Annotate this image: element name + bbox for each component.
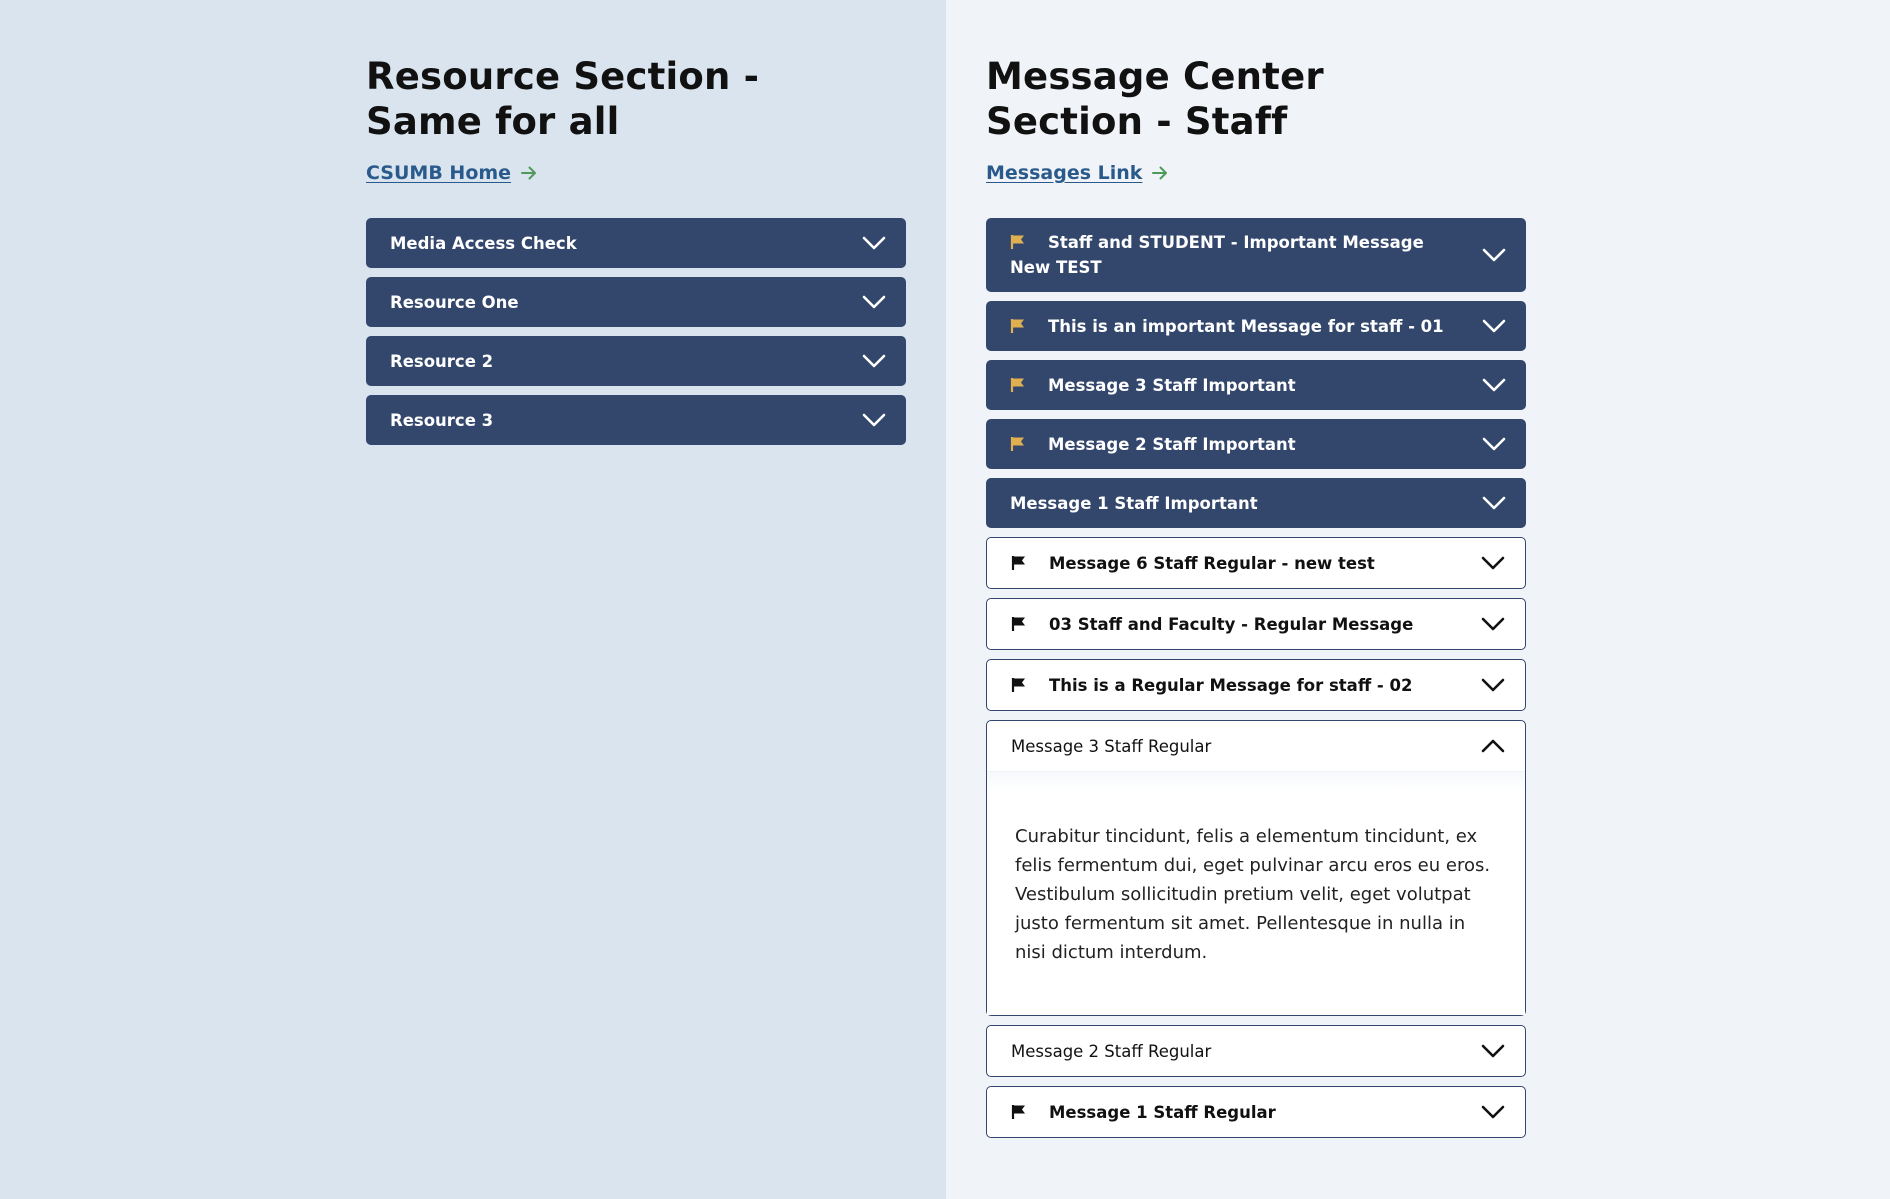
flag-icon [1011, 1104, 1027, 1120]
message-accordion-item[interactable] [986, 419, 1526, 469]
csumb-home-link[interactable] [366, 162, 537, 184]
accordion-label-text: This is a Regular Message for staff - 02 [1049, 675, 1413, 695]
accordion-label: Resource 3 [390, 410, 494, 430]
accordion-label-text: 03 Staff and Faculty - Regular Message [1049, 614, 1414, 634]
accordion-label-text: Message 2 Staff Important [1048, 434, 1296, 454]
resource-accordion-resource-one[interactable] [366, 277, 906, 327]
accordion-label [1011, 673, 1503, 698]
resource-section [366, 0, 906, 445]
accordion-label-text: This is an important Message for staff - 01 [1048, 316, 1444, 336]
flag-icon [1010, 377, 1026, 393]
accordion-label-text: Message 3 Staff Important [1048, 375, 1296, 395]
flag-icon [1011, 616, 1027, 632]
accordion-header[interactable] [986, 218, 1526, 292]
message-accordion-item[interactable] [986, 1086, 1526, 1138]
flag-icon [1010, 436, 1026, 452]
accordion-label: Resource One [390, 292, 519, 312]
message-accordion-item[interactable] [986, 218, 1526, 292]
chevron-down-icon [1482, 248, 1506, 262]
message-section-title [986, 54, 1526, 144]
chevron-down-icon [862, 354, 886, 368]
accordion-label [1011, 551, 1503, 576]
accordion-label [1010, 373, 1504, 398]
message-accordion-item[interactable] [986, 598, 1526, 650]
accordion-label [1010, 230, 1504, 280]
chevron-down-icon [1482, 378, 1506, 392]
resource-accordion-list [366, 218, 906, 445]
chevron-down-icon [862, 295, 886, 309]
resource-title-line1: Resource Section - [366, 55, 760, 98]
chevron-down-icon [1481, 556, 1505, 570]
accordion-header[interactable] [366, 336, 906, 386]
accordion-header[interactable] [986, 301, 1526, 351]
resource-title-line2: Same for all [366, 100, 620, 143]
accordion-label [1010, 314, 1504, 339]
resource-accordion-media-access-check[interactable] [366, 218, 906, 268]
accordion-header[interactable] [366, 395, 906, 445]
accordion-label: Message 1 Staff Important [1010, 493, 1258, 513]
accordion-header[interactable] [366, 277, 906, 327]
message-title-line1: Message Center [986, 55, 1324, 98]
accordion-label-text: Message 6 Staff Regular - new test [1049, 553, 1375, 573]
messages-link[interactable] [986, 162, 1168, 184]
chevron-down-icon [1482, 319, 1506, 333]
accordion-header[interactable] [987, 660, 1525, 710]
chevron-down-icon [1481, 1044, 1505, 1058]
accordion-label: Message 2 Staff Regular [1011, 1041, 1212, 1061]
flag-icon [1011, 555, 1027, 571]
message-accordion-item[interactable] [986, 478, 1526, 528]
flag-icon [1010, 234, 1026, 250]
accordion-header[interactable] [366, 218, 906, 268]
arrow-right-icon [1152, 166, 1168, 180]
resource-accordion-resource-3[interactable] [366, 395, 906, 445]
accordion-label-text: Message 1 Staff Regular [1049, 1102, 1276, 1122]
accordion-header[interactable] [986, 360, 1526, 410]
accordion-header[interactable] [987, 1087, 1525, 1137]
resource-section-title [366, 54, 906, 144]
chevron-down-icon [1482, 496, 1506, 510]
message-accordion-item-expanded[interactable] [986, 720, 1526, 1016]
accordion-label: Message 3 Staff Regular [1011, 736, 1212, 756]
accordion-label [1010, 432, 1504, 457]
message-accordion-item[interactable] [986, 659, 1526, 711]
messages-link-label: Messages Link [986, 162, 1143, 184]
message-accordion-list [986, 218, 1526, 1138]
accordion-label [1011, 612, 1503, 637]
accordion-label-text: Staff and STUDENT - Important Message New TEST [1010, 233, 1424, 277]
accordion-label: Resource 2 [390, 351, 494, 371]
accordion-label: Media Access Check [390, 233, 577, 253]
accordion-body: Curabitur tincidunt, felis a elementum tincidunt, ex felis fermentum dui, eget pulvinar arcu eros eu eros. Vestibulum sollicitudin pretium velit, eget volutpat justo fermentum sit amet. Pellentesque in nulla in nisi dictum interdum. [987, 771, 1525, 1015]
chevron-down-icon [1482, 437, 1506, 451]
accordion-label [1011, 1100, 1503, 1125]
chevron-down-icon [862, 413, 886, 427]
accordion-header[interactable] [987, 599, 1525, 649]
accordion-header[interactable] [987, 538, 1525, 588]
message-accordion-item[interactable] [986, 301, 1526, 351]
chevron-down-icon [1481, 617, 1505, 631]
chevron-down-icon [1481, 1105, 1505, 1119]
message-center-section [986, 0, 1526, 1138]
chevron-up-icon [1481, 739, 1505, 753]
chevron-down-icon [1481, 678, 1505, 692]
arrow-right-icon [521, 166, 537, 180]
accordion-header[interactable] [987, 1026, 1525, 1076]
message-accordion-item[interactable] [986, 360, 1526, 410]
message-title-line2: Section - Staff [986, 100, 1288, 143]
csumb-home-link-label: CSUMB Home [366, 162, 512, 184]
accordion-header[interactable] [986, 419, 1526, 469]
message-accordion-item[interactable] [986, 1025, 1526, 1077]
chevron-down-icon [862, 236, 886, 250]
flag-icon [1011, 677, 1027, 693]
accordion-header[interactable] [986, 478, 1526, 528]
flag-icon [1010, 318, 1026, 334]
resource-accordion-resource-2[interactable] [366, 336, 906, 386]
message-accordion-item[interactable] [986, 537, 1526, 589]
accordion-header[interactable] [987, 721, 1525, 771]
